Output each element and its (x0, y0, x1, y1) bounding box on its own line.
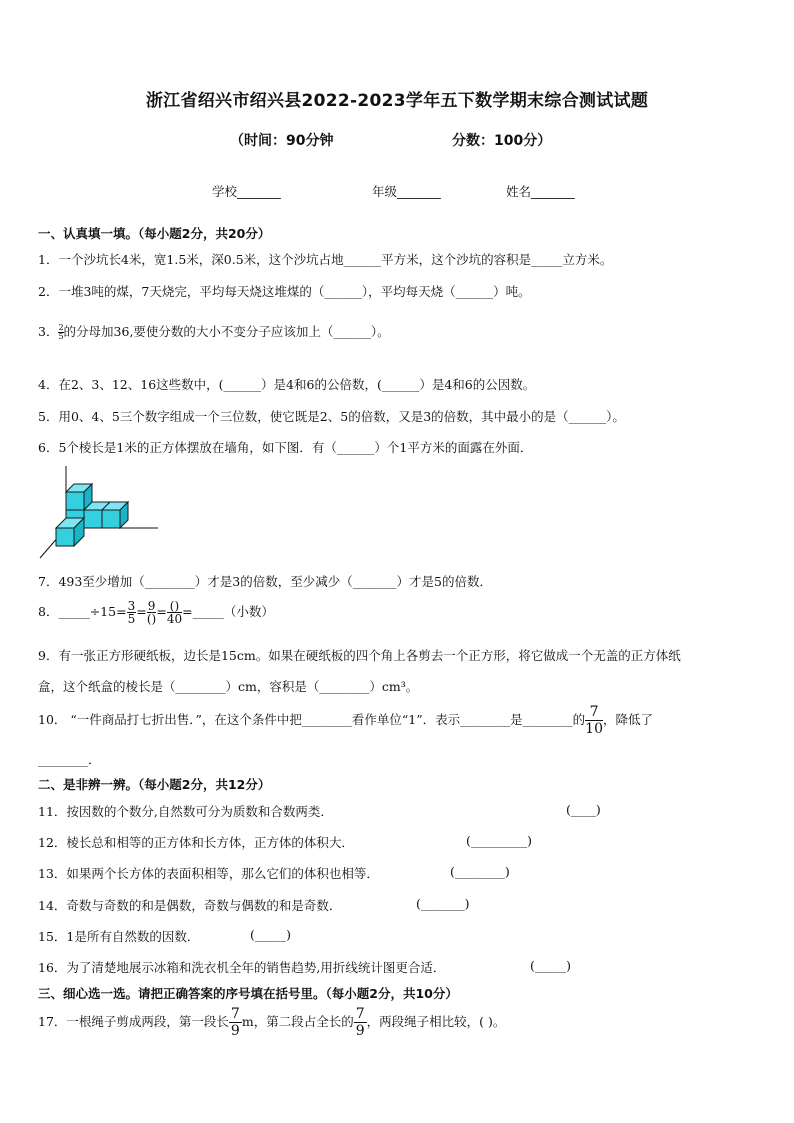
question-16: 16．为了清楚地展示冰箱和洗衣机全年的销售趋势,用折线统计图更合适． (38, 960, 446, 975)
fraction-denominator: 9 (230, 1023, 240, 1039)
fraction-numerator: 7 (230, 1006, 240, 1022)
question-11: 11．按因数的个数分,自然数可分为质数和合数两类． (38, 804, 333, 819)
question-14: 14．奇数与奇数的和是偶数，奇数与偶数的和是奇数． (38, 898, 342, 913)
fraction-denominator: 5 (127, 612, 136, 626)
question-17-end: ，两段绳子相比较，( )。 (366, 1014, 506, 1029)
question-5: 5．用0、4、5三个数字组成一个三位数，使它既是2、5的倍数，又是3的倍数，其中最小的是（______）。 (38, 409, 625, 424)
question-12: 12．棱长总和相等的正方体和长方体，正方体的体积大． (38, 835, 354, 850)
question-10-line-2: ________． (38, 752, 101, 767)
fraction (229, 1006, 242, 1039)
question-10 (38, 704, 653, 737)
page-title: 浙江省绍兴市绍兴县2022-2023学年五下数学期末综合测试试题 (145, 91, 649, 111)
answer-bracket: (_____) (530, 958, 572, 973)
question-3 (38, 322, 390, 341)
fraction-numerator: 7 (585, 704, 603, 721)
question-8-end: =_____（小数） (182, 604, 274, 619)
fraction-denominator: 40 (166, 612, 183, 626)
equals-sign: = (156, 604, 167, 619)
fraction-denominator: 9 (355, 1023, 365, 1039)
section-2-heading: 二、是非辨一辨。（每小题2分，共12分） (38, 777, 271, 792)
question-17-start: 17．一根绳子剪成两段，第一段长 (38, 1014, 229, 1029)
section-1-heading: 一、认真填一填。（每小题2分，共20分） (38, 226, 271, 241)
section-3-heading: 三、细心选一选。请把正确答案的序号填在括号里。（每小题2分，共10分） (38, 986, 458, 1001)
exam-score: 分数：100分） (452, 133, 552, 149)
equals-sign: = (136, 604, 147, 619)
fraction (585, 704, 603, 737)
question-9-line-1: 9．有一张正方形硬纸板，边长是15cm。如果在硬纸板的四个角上各剪去一个正方形，将它做成一个无盖的正方体纸 (38, 648, 681, 663)
fraction (127, 600, 137, 625)
fraction-denominator: () (146, 612, 157, 626)
fraction-numerator: 7 (355, 1006, 365, 1022)
fraction-denominator: 10 (585, 721, 603, 737)
grade-field: 年级_______ (372, 184, 441, 199)
question-8 (38, 600, 274, 625)
question-1: 1．一个沙坑长4米，宽1.5米，深0.5米，这个沙坑占地______平方米，这个沙坑的容积是_____立方米。 (38, 252, 613, 267)
school-field: 学校_______ (212, 184, 281, 199)
question-2: 2．一堆3吨的煤，7天烧完，平均每天烧这堆煤的（______），平均每天烧（______）吨。 (38, 284, 531, 299)
fraction-denominator: 5 (58, 332, 64, 341)
answer-bracket: (_________) (466, 833, 533, 848)
fraction-numerator: 9 (147, 599, 156, 613)
fraction (354, 1006, 367, 1039)
answer-bracket: (_______) (416, 896, 470, 911)
fraction (147, 600, 157, 625)
cube-front-face (66, 492, 84, 510)
fraction-numerator: 3 (127, 599, 136, 613)
cube-corner-figure (36, 462, 162, 562)
answer-bracket: (____) (566, 802, 601, 817)
question-10-end: ，降低了 (602, 712, 653, 727)
question-7: 7．493至少增加（________）才是3的倍数，至少减少（_______）才是5的倍数． (38, 574, 492, 589)
question-9-line-2: 盒，这个纸盒的棱长是（________）cm，容积是（________）cm³。 (38, 679, 419, 694)
question-4: 4．在2、3、12、16这些数中，(______）是4和6的公倍数，(______）是4和6的公因数。 (38, 377, 536, 392)
question-17-middle: m，第二段占全长的 (241, 1014, 354, 1029)
question-13: 13．如果两个长方体的表面积相等，那么它们的体积也相等． (38, 866, 379, 881)
name-field: 姓名_______ (506, 184, 575, 199)
fraction-numerator: () (167, 600, 182, 613)
fraction (167, 600, 182, 625)
question-6: 6．5个棱长是1米的正方体摆放在墙角，如下图．有（______）个1平方米的面露在外面． (38, 440, 533, 455)
cube-front-face (102, 510, 120, 528)
answer-bracket: (_____) (250, 927, 292, 942)
question-17 (38, 1006, 505, 1039)
question-3-number: 3． (38, 324, 59, 339)
cube-front-face (56, 528, 74, 546)
question-8-start: 8．_____÷15= (38, 604, 127, 619)
cube-front-face (84, 510, 102, 528)
fraction-numerator: 2 (58, 323, 64, 332)
question-10-start: 10． “一件商品打七折出售．”，在这个条件中把________看作单位“1”．表示________是________的 (38, 712, 586, 727)
question-3-text: 的分母加36,要使分数的大小不变分子应该加上（______）。 (63, 324, 390, 339)
question-15: 15．1是所有自然数的因数． (38, 929, 200, 944)
exam-time: （时间：90分钟 (230, 133, 334, 149)
answer-bracket: (________) (450, 864, 510, 879)
